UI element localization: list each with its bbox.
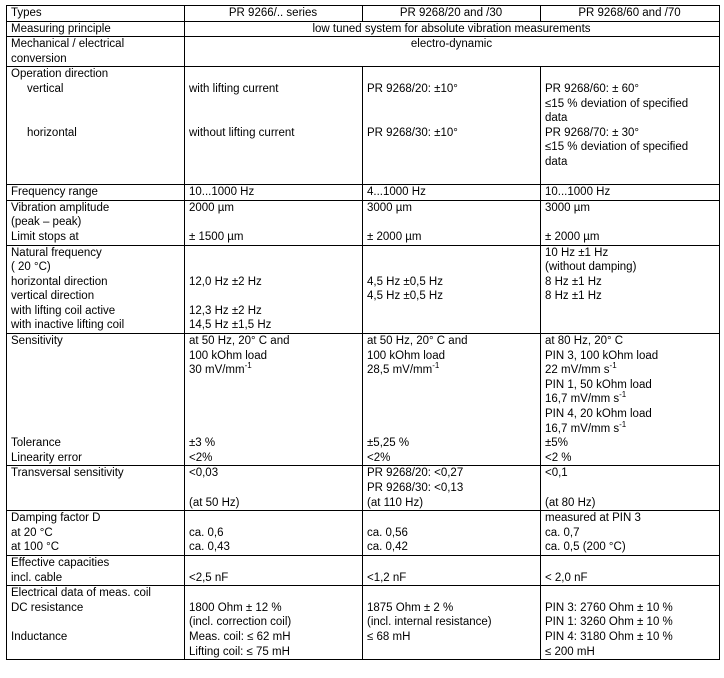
operation-direction-label-line: Operation direction (11, 68, 109, 81)
row-damping-factor (7, 511, 720, 556)
natural-frequency-label-line: ( 20 °C) (11, 261, 51, 274)
vibration-amplitude-label-line: (peak – peak) (11, 216, 82, 229)
measuring-principle-label (7, 21, 185, 37)
transversal-sensitivity-pr9266 (185, 466, 363, 511)
damping-factor-pr9268-60-70 (541, 511, 720, 556)
electrical-data-label-line (11, 645, 179, 660)
electrical-data-label-line (11, 615, 179, 630)
damping-factor-label-line: Damping factor D (11, 512, 101, 525)
effective-capacities-pr9268-20-30-line (367, 556, 535, 571)
effective-capacities-pr9268-60-70 (541, 555, 720, 585)
operation-direction-pr9266-line: with lifting current (189, 82, 279, 95)
conversion-value: electro-dynamic (185, 37, 720, 67)
natural-frequency-pr9268-60-70-line: 8 Hz ±1 Hz (545, 275, 602, 288)
sensitivity-pr9268-20-30-line: <2% (367, 451, 391, 464)
transversal-sensitivity-pr9266-line (189, 481, 357, 496)
operation-direction-pr9266-line: without lifting current (189, 126, 295, 139)
sensitivity-label-line: Linearity error (11, 451, 82, 464)
transversal-sensitivity-pr9268-60-70-line (545, 481, 714, 496)
sensitivity-pr9268-60-70-line: <2 % (545, 451, 572, 464)
transversal-sensitivity-label-line: Transversal sensitivity (11, 467, 124, 480)
effective-capacities-pr9268-20-30 (363, 555, 541, 585)
transversal-sensitivity-pr9268-20-30-line: (at 110 Hz) (367, 496, 424, 509)
unit-exponent: -1 (619, 390, 627, 400)
natural-frequency-pr9268-20-30-line (367, 260, 535, 275)
row-effective-capacities (7, 555, 720, 585)
operation-direction-label-line (11, 111, 179, 126)
electrical-data-pr9268-20-30-line: 1875 Ohm ± 2 % (367, 601, 454, 614)
conversion-label-line: Mechanical / electrical (11, 38, 125, 51)
operation-direction-pr9268-60-70-line: ≤15 % deviation of specified (545, 97, 689, 110)
sensitivity-pr9266-line: 30 $mV/mm^{-1}$ (189, 361, 252, 377)
natural-frequency-label-line: with lifting coil active (11, 304, 116, 317)
sensitivity-pr9268-60-70-line: at 80 Hz, 20° C (545, 335, 624, 348)
header-pr9266: PR 9266/.. series (185, 6, 363, 22)
damping-factor-pr9268-20-30-line: ca. 0,42 (367, 541, 408, 554)
electrical-data-pr9268-60-70-line: ≤ 200 mH (545, 645, 595, 658)
natural-frequency-pr9268-20-30-line (367, 304, 535, 319)
conversion-label (7, 37, 185, 67)
header-pr9268-60-70: PR 9268/60 and /70 (541, 6, 720, 22)
damping-factor-pr9268-20-30 (363, 511, 541, 556)
row-natural-frequency (7, 245, 720, 334)
electrical-data-label (7, 586, 185, 660)
sensitivity-pr9266-line (189, 407, 357, 422)
vibration-amplitude-pr9268-60-70-line: 3000 µm (545, 201, 590, 214)
sensitivity-pr9268-60-70-line: 16,7 mV/mm $s^{-1}$ (545, 390, 627, 406)
frequency-range-pr9268-20-30 (363, 185, 541, 201)
operation-direction-pr9268-20-30-line (367, 155, 535, 170)
header-row (7, 6, 720, 22)
electrical-data-pr9266-line (189, 586, 357, 601)
operation-direction-pr9268-20-30-line (367, 111, 535, 126)
operation-direction-label-line (11, 140, 179, 155)
sensitivity-pr9268-60-70-line: PIN 1, 50 kOhm load (545, 378, 652, 391)
electrical-data-pr9266 (185, 586, 363, 660)
operation-direction-label-line: vertical (27, 82, 64, 95)
damping-factor-pr9266-line: ca. 0,43 (189, 541, 230, 554)
operation-direction-label (7, 67, 185, 185)
conversion-label-line: conversion (11, 52, 67, 65)
natural-frequency-pr9268-60-70-line: 10 Hz ±1 Hz (545, 246, 609, 259)
natural-frequency-pr9266-line: 12,0 Hz ±2 Hz (189, 275, 262, 288)
vibration-amplitude-pr9266-line: 2000 µm (189, 201, 234, 214)
operation-direction-label-line: horizontal (27, 126, 77, 139)
sensitivity-label-line (11, 392, 179, 407)
transversal-sensitivity-pr9266-line: (at 50 Hz) (189, 496, 240, 509)
sensitivity-label-line (11, 378, 179, 393)
frequency-range-label (7, 185, 185, 201)
natural-frequency-pr9268-60-70-line: 8 Hz ±1 Hz (545, 290, 602, 303)
measuring-principle-label-line: Measuring principle (11, 22, 111, 35)
header-types: Types (7, 6, 185, 22)
electrical-data-pr9268-20-30 (363, 586, 541, 660)
effective-capacities-pr9268-60-70-line (545, 556, 714, 571)
frequency-range-pr9268-20-30-line: 4...1000 Hz (367, 186, 426, 199)
transversal-sensitivity-pr9268-20-30-line: PR 9268/20: <0,27 (367, 467, 464, 480)
transversal-sensitivity-pr9268-20-30 (363, 466, 541, 511)
vibration-amplitude-pr9268-60-70-line (545, 215, 714, 230)
sensitivity-pr9268-60-70 (541, 334, 720, 466)
sensitivity-pr9268-20-30-line: 100 kOhm load (367, 349, 445, 362)
operation-direction-pr9268-60-70 (541, 67, 720, 185)
operation-direction-pr9266-line (189, 170, 357, 185)
operation-direction-label-line (11, 155, 179, 170)
natural-frequency-pr9268-20-30-line (367, 318, 535, 333)
sensitivity-pr9268-20-30-line (367, 407, 535, 422)
row-measuring-principle (7, 21, 720, 37)
natural-frequency-label-line: vertical direction (11, 290, 95, 303)
transversal-sensitivity-pr9268-60-70-line: (at 80 Hz) (545, 496, 596, 509)
transversal-sensitivity-pr9268-60-70 (541, 466, 720, 511)
sensitivity-pr9268-60-70-line: PIN 4, 20 kOhm load (545, 408, 652, 421)
operation-direction-pr9268-20-30-line: PR 9268/20: ±10° (367, 82, 458, 95)
frequency-range-pr9268-60-70 (541, 185, 720, 201)
sensitivity-pr9268-20-30 (363, 334, 541, 466)
vibration-amplitude-label-line: Vibration amplitude (11, 201, 110, 214)
unit-exponent: -1 (244, 361, 252, 371)
natural-frequency-pr9268-20-30-line: 4,5 Hz ±0,5 Hz (367, 290, 443, 303)
damping-factor-label-line: at 100 °C (11, 541, 60, 554)
operation-direction-pr9266-line (189, 67, 357, 82)
electrical-data-pr9266-line: Lifting coil: ≤ 75 mH (189, 645, 290, 658)
natural-frequency-pr9268-60-70-line (545, 304, 714, 319)
operation-direction-pr9268-60-70-line: data (545, 112, 568, 125)
operation-direction-pr9268-20-30-line (367, 170, 535, 185)
damping-factor-pr9268-20-30-line: ca. 0,56 (367, 526, 408, 539)
vibration-amplitude-pr9268-20-30 (363, 200, 541, 245)
frequency-range-pr9266-line: 10...1000 Hz (189, 186, 255, 199)
sensitivity-label (7, 334, 185, 466)
electrical-data-pr9268-20-30-line (367, 586, 535, 601)
operation-direction-pr9268-20-30-line: PR 9268/30: ±10° (367, 126, 458, 139)
operation-direction-pr9266-line (189, 97, 357, 112)
operation-direction-pr9266 (185, 67, 363, 185)
vibration-amplitude-pr9266-line: ± 1500 µm (189, 230, 244, 243)
electrical-data-pr9266-line: 1800 Ohm ± 12 % (189, 601, 282, 614)
frequency-range-pr9268-60-70-line: 10...1000 Hz (545, 186, 611, 199)
vibration-amplitude-pr9268-60-70 (541, 200, 720, 245)
effective-capacities-label (7, 555, 185, 585)
vibration-amplitude-pr9268-60-70-line: ± 2000 µm (545, 230, 600, 243)
electrical-data-pr9268-60-70-line (545, 586, 714, 601)
operation-direction-pr9268-20-30-line (367, 140, 535, 155)
electrical-data-pr9268-60-70-line: PIN 4: 3180 Ohm ± 10 % (545, 630, 673, 643)
vibration-amplitude-pr9268-20-30-line (367, 215, 535, 230)
damping-factor-pr9266-line (189, 511, 357, 526)
effective-capacities-pr9266 (185, 555, 363, 585)
natural-frequency-pr9268-60-70-line (545, 318, 714, 333)
natural-frequency-pr9268-20-30-line: 4,5 Hz ±0,5 Hz (367, 275, 443, 288)
damping-factor-pr9268-20-30-line (367, 511, 535, 526)
row-operation-direction (7, 67, 720, 185)
natural-frequency-pr9266-line (189, 289, 357, 304)
operation-direction-pr9268-60-70-line: PR 9268/70: ± 30° (545, 126, 640, 139)
sensitivity-pr9266-line: 100 kOhm load (189, 349, 267, 362)
sensitivity-label-line (11, 422, 179, 437)
operation-direction-pr9266-line (189, 155, 357, 170)
natural-frequency-pr9268-20-30-line (367, 246, 535, 261)
operation-direction-pr9268-20-30 (363, 67, 541, 185)
damping-factor-pr9266-line: ca. 0,6 (189, 526, 224, 539)
electrical-data-pr9268-20-30-line: (incl. internal resistance) (367, 616, 492, 629)
natural-frequency-pr9266-line: 12,3 Hz ±2 Hz (189, 304, 262, 317)
measuring-principle-value: low tuned system for absolute vibration measurements (185, 21, 720, 37)
transversal-sensitivity-pr9266-line: <0,03 (189, 467, 219, 480)
specifications-table (6, 5, 720, 660)
unit-exponent: -1 (609, 361, 617, 371)
operation-direction-pr9268-60-70-line (545, 67, 714, 82)
sensitivity-label-line: Tolerance (11, 437, 61, 450)
vibration-amplitude-pr9266-line (189, 215, 357, 230)
sensitivity-pr9266-line: <2% (189, 451, 213, 464)
sensitivity-label-line (11, 363, 179, 378)
sensitivity-pr9268-60-70-line: 22 mV/mm $s^{-1}$ (545, 361, 617, 377)
effective-capacities-pr9266-line: <2,5 nF (189, 571, 229, 584)
effective-capacities-pr9268-60-70-line: < 2,0 nF (545, 571, 588, 584)
vibration-amplitude-label (7, 200, 185, 245)
row-conversion (7, 37, 720, 67)
operation-direction-pr9268-60-70-line: PR 9268/60: ± 60° (545, 82, 640, 95)
electrical-data-pr9268-20-30-line (367, 645, 535, 660)
electrical-data-pr9268-60-70 (541, 586, 720, 660)
effective-capacities-label-line: incl. cable (11, 571, 63, 584)
sensitivity-pr9266-line (189, 378, 357, 393)
electrical-data-label-line: DC resistance (11, 601, 84, 614)
damping-factor-pr9268-60-70-line: measured at PIN 3 (545, 512, 641, 525)
electrical-data-pr9266-line: (incl. correction coil) (189, 616, 292, 629)
sensitivity-pr9268-20-30-line: ±5,25 % (367, 437, 410, 450)
natural-frequency-pr9268-20-30 (363, 245, 541, 334)
frequency-range-pr9266 (185, 185, 363, 201)
transversal-sensitivity-pr9268-20-30-line: PR 9268/30: <0,13 (367, 482, 464, 494)
natural-frequency-pr9266 (185, 245, 363, 334)
transversal-sensitivity-label (7, 466, 185, 511)
sensitivity-pr9266 (185, 334, 363, 466)
electrical-data-pr9266-line: Meas. coil: ≤ 62 mH (189, 630, 291, 643)
operation-direction-pr9266-line (189, 140, 357, 155)
transversal-sensitivity-label-line (11, 481, 179, 496)
vibration-amplitude-pr9266 (185, 200, 363, 245)
natural-frequency-pr9266-line: 14,5 Hz ±1,5 Hz (189, 319, 272, 332)
effective-capacities-pr9266-line (189, 556, 357, 571)
unit-exponent: -1 (619, 419, 627, 429)
effective-capacities-pr9268-20-30-line: <1,2 nF (367, 571, 407, 584)
natural-frequency-label-line: Natural frequency (11, 246, 102, 259)
sensitivity-pr9268-20-30-line (367, 392, 535, 407)
natural-frequency-pr9268-60-70-line: (without damping) (545, 261, 637, 274)
electrical-data-pr9268-60-70-line: PIN 3: 2760 Ohm ± 10 % (545, 601, 673, 614)
effective-capacities-label-line: Effective capacities (11, 556, 110, 569)
sensitivity-pr9266-line: at 50 Hz, 20° C and (189, 335, 290, 348)
damping-factor-pr9268-60-70-line: ca. 0,5 (200 °C) (545, 541, 626, 554)
operation-direction-pr9268-60-70-line: data (545, 155, 568, 168)
vibration-amplitude-pr9268-20-30-line: 3000 µm (367, 201, 412, 214)
natural-frequency-label (7, 245, 185, 334)
damping-factor-pr9266 (185, 511, 363, 556)
row-frequency-range (7, 185, 720, 201)
operation-direction-label-line (11, 97, 179, 112)
vibration-amplitude-pr9268-20-30-line: ± 2000 µm (367, 230, 422, 243)
sensitivity-pr9268-60-70-line: ±5% (545, 437, 568, 450)
frequency-range-label-line: Frequency range (11, 186, 98, 199)
electrical-data-pr9268-20-30-line: ≤ 68 mH (367, 630, 411, 643)
transversal-sensitivity-label-line (11, 496, 179, 511)
sensitivity-pr9266-line (189, 392, 357, 407)
natural-frequency-label-line: horizontal direction (11, 275, 108, 288)
electrical-data-pr9268-60-70-line: PIN 1: 3260 Ohm ± 10 % (545, 616, 673, 629)
sensitivity-pr9268-20-30-line (367, 422, 535, 437)
sensitivity-label-line (11, 349, 179, 364)
transversal-sensitivity-pr9268-60-70-line: <0,1 (545, 467, 568, 480)
sensitivity-pr9266-line: ±3 % (189, 437, 216, 450)
electrical-data-label-line: Inductance (11, 630, 68, 643)
unit-exponent: -1 (432, 361, 440, 371)
operation-direction-pr9268-60-70-line (545, 170, 714, 185)
sensitivity-label-line: Sensitivity (11, 335, 63, 348)
damping-factor-pr9268-60-70-line: ca. 0,7 (545, 526, 580, 539)
operation-direction-pr9266-line (189, 111, 357, 126)
sensitivity-label-line (11, 407, 179, 422)
operation-direction-pr9268-20-30-line (367, 97, 535, 112)
row-transversal-sensitivity (7, 466, 720, 511)
natural-frequency-label-line: with inactive lifting coil (11, 319, 125, 332)
damping-factor-label-line: at 20 °C (11, 526, 53, 539)
header-pr9268-20-30: PR 9268/20 and /30 (363, 6, 541, 22)
operation-direction-label-line (11, 170, 179, 185)
operation-direction-pr9268-20-30-line (367, 67, 535, 82)
sensitivity-pr9268-20-30-line: 28,5 $mV/mm^{-1}$ (367, 361, 440, 377)
row-electrical-data (7, 586, 720, 660)
electrical-data-label-line: Electrical data of meas. coil (11, 587, 151, 600)
natural-frequency-pr9266-line (189, 246, 357, 261)
vibration-amplitude-label-line: Limit stops at (11, 230, 79, 243)
sensitivity-pr9268-60-70-line: PIN 3, 100 kOhm load (545, 349, 659, 362)
operation-direction-pr9268-60-70-line: ≤15 % deviation of specified (545, 141, 689, 154)
row-sensitivity (7, 334, 720, 466)
row-vibration-amplitude (7, 200, 720, 245)
sensitivity-pr9266-line (189, 422, 357, 437)
damping-factor-label (7, 511, 185, 556)
sensitivity-pr9268-60-70-line: 16,7 mV/mm $s^{-1}$ (545, 419, 627, 435)
natural-frequency-pr9268-60-70 (541, 245, 720, 334)
sensitivity-pr9268-20-30-line: at 50 Hz, 20° C and (367, 335, 468, 348)
sensitivity-pr9268-20-30-line (367, 378, 535, 393)
natural-frequency-pr9266-line (189, 260, 357, 275)
